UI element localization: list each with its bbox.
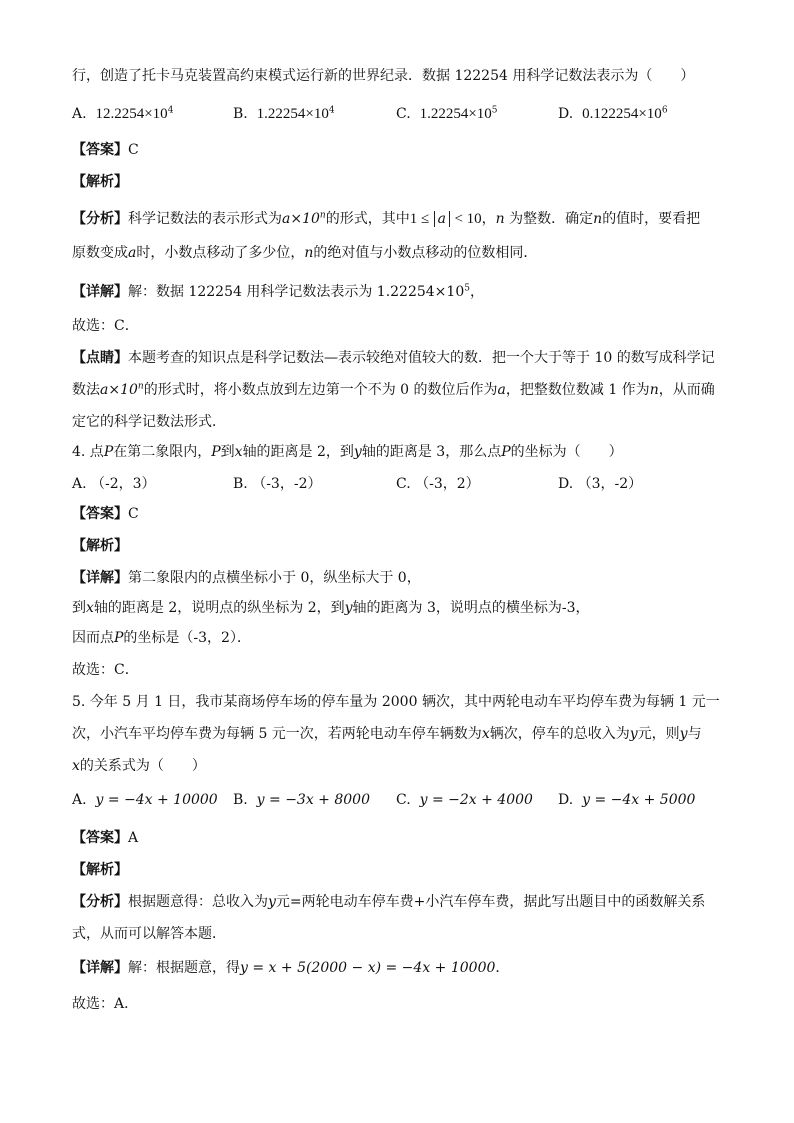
text: 原数变成 <box>72 245 128 261</box>
option-label: C. <box>396 106 411 122</box>
text: ，把整数位数减 1 作为 <box>505 382 650 398</box>
text: 根据题意得：总收入为 <box>128 894 268 910</box>
option-label: B. <box>233 792 248 808</box>
q3-option-a[interactable] <box>72 104 173 124</box>
q3-dianjing-line3: 定它的科学记数法形式． <box>72 414 226 430</box>
text: 元，则 <box>637 726 680 742</box>
text: 解：根据题意，得 <box>128 960 240 976</box>
text: 科学记数法的表示形式为 <box>128 211 282 227</box>
detail-tag: 【详解】 <box>72 570 128 586</box>
option-label: C. <box>396 792 411 808</box>
option-label: A. <box>72 792 87 808</box>
math-var: a <box>497 382 506 398</box>
text: 的坐标为（ ） <box>510 444 623 460</box>
text: 的形式时，将小数点放到左边第一个不为 0 的数位后作为 <box>143 382 498 398</box>
q3-answer <box>72 140 139 160</box>
math-var: x <box>72 758 80 774</box>
option-text: 0.122254×10 <box>582 106 662 122</box>
text: 为整数．确定 <box>504 211 594 227</box>
answer-value: A <box>128 830 139 846</box>
q4-analysis-tag: 【解析】 <box>72 538 128 554</box>
q3-dianjing-line1 <box>72 348 715 368</box>
q3-option-b[interactable] <box>233 104 335 124</box>
option-text: （-3，2） <box>415 476 480 492</box>
option-text: （3，-2） <box>577 476 643 492</box>
text: 元=两轮电动车停车费+小汽车停车费，据此写出题目中的函数解关系 <box>275 894 706 910</box>
answer-value: C <box>128 142 139 158</box>
text: 与 <box>687 726 702 742</box>
math-var: n <box>304 245 314 261</box>
text: 数法 <box>72 382 100 398</box>
option-text: 12.2254×10 <box>95 106 168 122</box>
text: 因而点 <box>72 630 114 646</box>
q5-stem-line1: 5. 今年 5 月 1 日，我市某商场停车场的停车量为 2000 辆次，其中两轮电动车平均停车费为每辆 1 元一 <box>72 694 720 710</box>
q3-choose: 故选：C． <box>72 318 139 334</box>
text: 的绝对值与小数点移动的位数相同． <box>313 245 538 261</box>
option-text: y = −3x + 8000 <box>256 792 370 808</box>
math-ineq-left: 1 ≤ <box>409 211 430 227</box>
text: 轴的距离是 3，那么点 <box>361 444 502 460</box>
text: 轴的距离是 2，到 <box>242 444 354 460</box>
option-text: y = −4x + 5000 <box>582 792 696 808</box>
fenxi-tag: 【分析】 <box>72 894 128 910</box>
q4-detail-line1 <box>72 568 421 588</box>
text: 轴的距离是 2，说明点的纵坐标为 2，到 <box>93 600 345 616</box>
text: 的形式，其中 <box>325 211 410 227</box>
option-label: A. <box>72 476 87 492</box>
q5-detail <box>72 958 509 978</box>
q4-option-c[interactable] <box>396 474 480 494</box>
q4-answer <box>72 504 139 524</box>
q5-option-a[interactable] <box>72 790 218 810</box>
option-label: C. <box>396 476 411 492</box>
option-label: D. <box>558 476 574 492</box>
math-var: P <box>501 444 511 460</box>
text: 到 <box>72 600 86 616</box>
math-var: y <box>629 726 638 742</box>
answer-tag: 【答案】 <box>72 506 128 522</box>
q4-option-d[interactable] <box>558 474 642 494</box>
text: 的值时，要看把 <box>602 211 701 227</box>
q5-stem-line3 <box>72 756 206 776</box>
q5-option-d[interactable] <box>558 790 695 810</box>
math-var: y <box>268 894 276 910</box>
text: 4. 点 <box>72 444 104 460</box>
text: ， <box>481 211 496 227</box>
option-text: y = −2x + 4000 <box>419 792 533 808</box>
math-var: n <box>495 211 505 227</box>
option-label: D. <box>558 792 574 808</box>
text: ，从而确 <box>658 382 715 398</box>
text: 解：数据 122254 用科学记数法表示为 1.22254×10 <box>128 284 465 300</box>
math-exp: n <box>319 210 326 221</box>
q5-fenxi-line1 <box>72 892 705 912</box>
text: 次，小汽车平均停车费为每辆 5 元一次，若两轮电动车停车辆数为 <box>72 726 482 742</box>
math-var: x <box>234 444 243 460</box>
math-var: y <box>344 600 353 616</box>
q3-stem: 行，创造了托卡马克装置高约束模式运行新的世界纪录．数据 122254 用科学记数法表示为（ ） <box>72 68 695 84</box>
dianjing-tag: 【点睛】 <box>72 350 128 366</box>
option-label: A. <box>72 106 87 122</box>
q3-fenxi-line1 <box>72 209 700 229</box>
math-var: n <box>649 382 659 398</box>
math-var: a <box>128 245 137 261</box>
math-expr: y = x + 5(2000 − x) = −4x + 10000 <box>240 960 496 976</box>
answer-tag: 【答案】 <box>72 142 128 158</box>
text: 在第二象限内， <box>113 444 212 460</box>
text: 到 <box>220 444 235 460</box>
option-text: 1.22254×10 <box>419 106 492 122</box>
q3-fenxi-line2 <box>72 243 537 263</box>
math-ineq-right: < 10 <box>454 211 482 227</box>
q5-option-c[interactable] <box>396 790 533 810</box>
text: 辆次，停车的总收入为 <box>489 726 630 742</box>
math-var: P <box>103 444 114 460</box>
answer-tag: 【答案】 <box>72 830 128 846</box>
text: 时，小数点移动了多少位， <box>136 245 305 261</box>
option-text: 1.22254×10 <box>256 106 329 122</box>
q5-fenxi-line2: 式，从而可以解答本题． <box>72 926 226 942</box>
math-var: x <box>481 726 490 742</box>
option-exp: 4 <box>167 105 174 116</box>
q3-dianjing-line2 <box>72 380 715 400</box>
option-text: （-2，3） <box>91 476 156 492</box>
text: 的坐标是（-3，2）． <box>123 630 251 646</box>
q5-stem-line2 <box>72 724 702 744</box>
text: 第二象限内的点横坐标小于 0，纵坐标大于 0， <box>128 570 421 586</box>
text: 轴的距离为 3，说明点的横坐标为-3， <box>352 600 590 616</box>
math-exp: n <box>137 381 144 392</box>
fenxi-tag: 【分析】 <box>72 211 128 227</box>
q4-option-b[interactable] <box>233 474 321 494</box>
detail-tag: 【详解】 <box>72 960 128 976</box>
detail-tag: 【详解】 <box>72 284 128 300</box>
option-exp: 6 <box>661 105 668 116</box>
text: ． <box>495 960 510 976</box>
q4-detail-line2 <box>72 598 590 618</box>
q4-stem <box>72 442 623 462</box>
q3-option-c[interactable] <box>396 104 498 124</box>
math-expr: a×10 <box>282 211 320 227</box>
math-var: P <box>211 444 221 460</box>
math-var: x <box>86 600 94 616</box>
answer-value: C <box>128 506 139 522</box>
option-text: y = −4x + 10000 <box>95 792 218 808</box>
option-exp: 4 <box>328 105 335 116</box>
math-exp: 5 <box>464 283 470 294</box>
q4-detail-line3 <box>72 628 251 648</box>
math-var: y <box>679 726 688 742</box>
math-var: P <box>114 630 124 646</box>
text: 的关系式为（ ） <box>79 758 206 774</box>
q5-option-b[interactable] <box>233 790 370 810</box>
q3-detail <box>72 282 484 302</box>
math-var: y <box>353 444 362 460</box>
math-expr: a×10 <box>100 382 138 398</box>
option-label: B. <box>233 106 248 122</box>
q5-choose: 故选：A． <box>72 996 139 1012</box>
q3-analysis-tag: 【解析】 <box>72 174 128 190</box>
option-label: B. <box>233 476 248 492</box>
option-exp: 5 <box>491 105 498 116</box>
q4-option-a[interactable] <box>72 474 156 494</box>
q5-analysis-tag: 【解析】 <box>72 862 128 878</box>
option-label: D. <box>558 106 574 122</box>
math-abs: a <box>434 211 450 227</box>
math-var: n <box>593 211 603 227</box>
q5-answer <box>72 828 138 848</box>
option-text: （-3，-2） <box>252 476 322 492</box>
q4-choose: 故选：C． <box>72 662 139 678</box>
text: 本题考查的知识点是科学记数法—表示较绝对值较大的数．把一个大于等于 10 的数写成科学记 <box>128 350 715 366</box>
text: ， <box>469 284 484 300</box>
q3-option-d[interactable] <box>558 104 668 124</box>
